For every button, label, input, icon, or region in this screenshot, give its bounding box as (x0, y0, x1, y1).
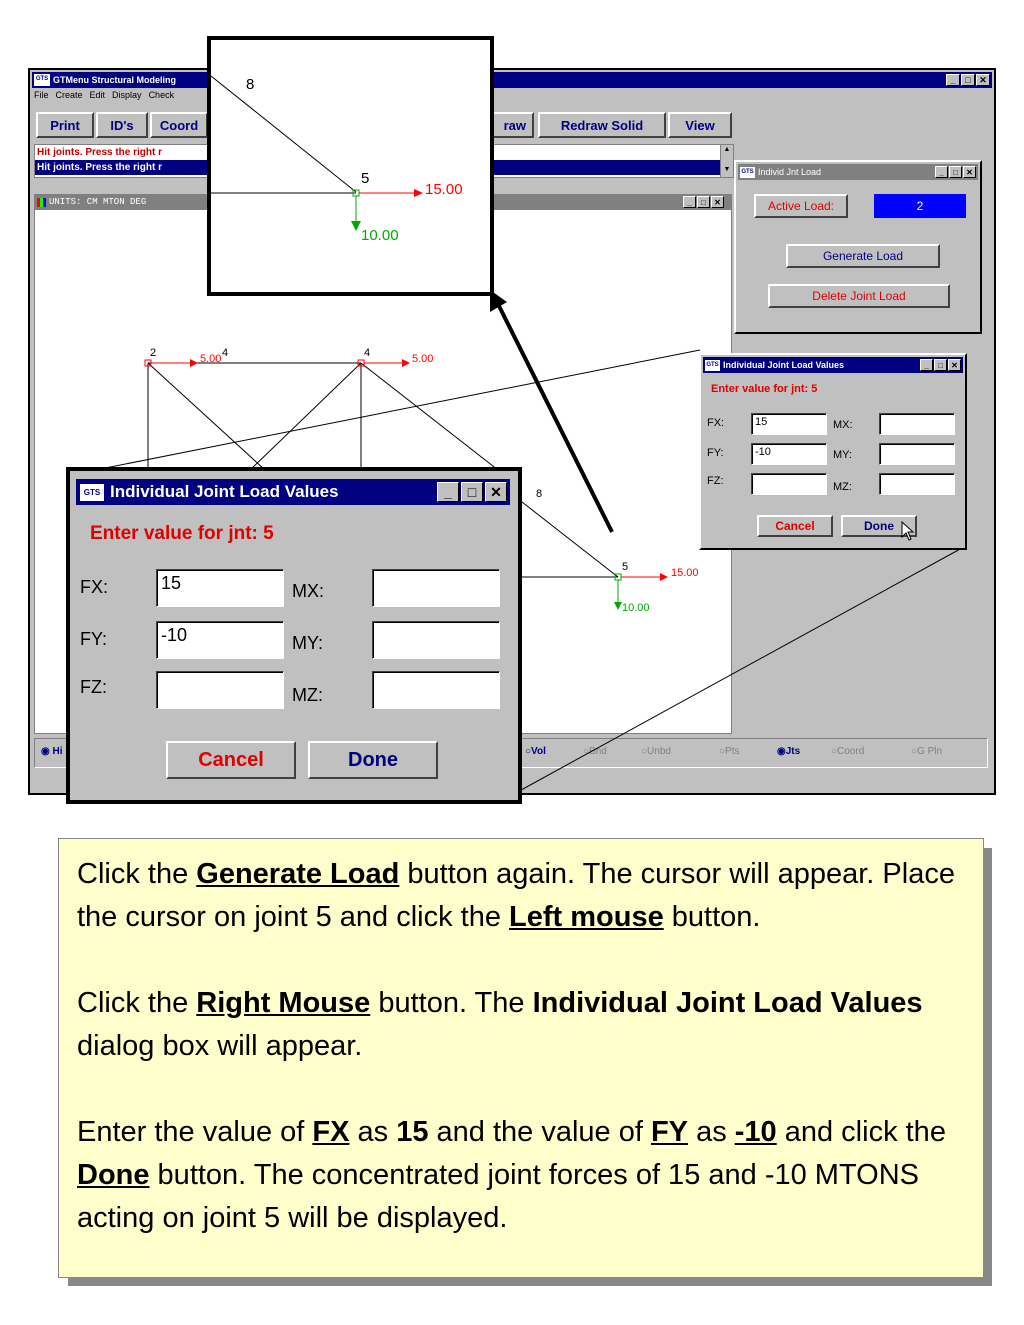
big-minimize-icon[interactable]: _ (437, 482, 459, 502)
joint-2-label: 2 (150, 347, 157, 359)
print-button[interactable]: Print (36, 112, 94, 138)
individ-gts-icon: GTS (740, 167, 755, 178)
drawing-maximize-icon[interactable]: □ (697, 196, 710, 208)
zoom-label-fx: 15.00 (425, 181, 463, 198)
note-paragraph-2: Click the Right Mouse button. The Individual Joint Load Values dialog box will appear. (77, 987, 923, 1062)
radio-bnd[interactable]: ○Bnd (583, 746, 607, 757)
callout-line-top (70, 350, 700, 475)
radio-coord[interactable]: ○Coord (831, 746, 865, 757)
menu-edit[interactable]: Edit (89, 90, 106, 100)
small-fy-label: FY: (707, 447, 724, 459)
message-line-2: Hit joints. Press the right r (35, 160, 721, 175)
small-gts-icon: GTS (705, 360, 720, 371)
individ-maximize-icon[interactable]: □ (949, 166, 962, 178)
small-fx-input[interactable]: 15 (751, 413, 827, 435)
zoom-drawing (211, 40, 490, 292)
menu-check[interactable]: Check (148, 90, 175, 100)
scroll-up-icon[interactable]: ▲ (723, 146, 731, 153)
big-fx-input[interactable]: 15 (156, 569, 284, 607)
joint-4a-label: 4 (222, 347, 229, 359)
big-my-input[interactable] (372, 621, 500, 659)
big-gts-icon: GTS (80, 484, 104, 501)
big-cancel-button[interactable]: Cancel (166, 741, 296, 779)
big-mx-label: MX: (292, 581, 325, 601)
small-prompt: Enter value for jnt: 5 (711, 383, 818, 395)
zoom-label-fy: 10.00 (361, 227, 399, 244)
view-button[interactable]: View (668, 112, 732, 138)
small-joint-load-dialog (699, 353, 967, 550)
active-load-value[interactable]: 2 (874, 194, 966, 218)
small-mx-input[interactable] (879, 413, 955, 435)
member-brace-2 (250, 363, 361, 470)
radio-vol[interactable]: ○Vol (525, 746, 546, 757)
small-mz-label: MZ: (833, 481, 852, 493)
big-fz-input[interactable] (156, 671, 284, 709)
ids-button[interactable]: ID's (96, 112, 148, 138)
big-fy-input[interactable]: -10 (156, 621, 284, 659)
redraw-solid-button[interactable]: Redraw Solid (538, 112, 666, 138)
load-arrowhead-j2 (190, 359, 198, 367)
menu-display[interactable]: Display (112, 90, 142, 100)
radio-gpln[interactable]: ○G Pln (911, 746, 943, 757)
big-my-label: MY: (292, 633, 324, 653)
big-prompt: Enter value for jnt: 5 (90, 523, 274, 544)
load-arrowhead-j5-fx (660, 573, 668, 581)
load-label-j5-fx: 15.00 (671, 567, 699, 579)
member-brace-3 (361, 363, 498, 470)
big-mz-input[interactable] (372, 671, 500, 709)
instruction-note (58, 838, 984, 1278)
load-label-j4: 5.00 (412, 353, 434, 365)
individ-jnt-load-dialog (734, 160, 982, 334)
individ-minimize-icon[interactable]: _ (935, 166, 948, 178)
small-cancel-button[interactable]: Cancel (757, 515, 833, 537)
small-fz-label: FZ: (707, 475, 724, 487)
app-title: GTMenu Structural Modeling (53, 75, 176, 85)
note-paragraph-1: Click the Generate Load button again. The cursor will appear. Place the cursor on joint 5 and click the Left mouse button. (77, 858, 955, 933)
drawing-minimize-icon[interactable]: _ (683, 196, 696, 208)
individ-close-icon[interactable]: ✕ (963, 166, 976, 178)
big-dialog-title: Individual Joint Load Values (110, 482, 339, 501)
radio-hi[interactable]: ◉ Hi (41, 746, 63, 757)
redraw-button[interactable]: raw (492, 112, 534, 138)
radio-pts[interactable]: ○Pts (719, 746, 740, 757)
small-my-input[interactable] (879, 443, 955, 465)
scroll-down-icon[interactable]: ▼ (723, 166, 731, 173)
big-close-icon[interactable]: ✕ (485, 482, 507, 502)
joint-8-label: 8 (536, 488, 543, 500)
small-fx-label: FX: (707, 417, 725, 429)
zoom-inset (207, 36, 494, 296)
maximize-icon[interactable]: □ (961, 74, 975, 86)
zoom-label-5: 5 (361, 170, 370, 187)
small-dialog-titlebar[interactable] (703, 357, 963, 373)
individ-title: Individ Jnt Load (758, 167, 822, 177)
gts-icon: GTS (34, 74, 50, 86)
big-dialog-titlebar[interactable] (76, 479, 510, 505)
load-label-j2: 5.00 (200, 353, 222, 365)
delete-joint-load-button[interactable]: Delete Joint Load (768, 284, 950, 308)
big-mz-label: MZ: (292, 685, 323, 705)
small-fz-input[interactable] (751, 473, 827, 495)
big-maximize-icon[interactable]: □ (461, 482, 483, 502)
message-line-1: Hit joints. Press the right r (37, 147, 163, 158)
menu-create[interactable]: Create (55, 90, 83, 100)
callout-line-bottom (512, 548, 962, 795)
minimize-icon[interactable]: _ (946, 74, 960, 86)
small-mz-input[interactable] (879, 473, 955, 495)
menu-file[interactable]: File (34, 90, 49, 100)
active-load-label: Active Load: (754, 194, 848, 218)
drawing-close-icon[interactable]: ✕ (711, 196, 724, 208)
small-fy-input[interactable]: -10 (751, 443, 827, 465)
small-dialog-title: Individual Joint Load Values (723, 360, 845, 370)
mouse-cursor-icon (901, 521, 915, 541)
small-done-button[interactable]: Done (841, 515, 917, 537)
joint-5-label: 5 (622, 561, 629, 573)
big-joint-load-dialog (66, 467, 522, 804)
generate-load-button[interactable]: Generate Load (786, 244, 940, 268)
close-icon[interactable]: ✕ (976, 74, 990, 86)
individ-titlebar[interactable] (738, 164, 978, 180)
coord-button[interactable]: Coord (150, 112, 208, 138)
load-label-j5-fy: 10.00 (622, 602, 650, 614)
zoom-fy-arrowhead (351, 221, 361, 231)
load-arrowhead-j4 (402, 359, 410, 367)
small-maximize-icon[interactable]: □ (934, 359, 947, 371)
units-title: UNITS: CM MTON DEG (49, 197, 147, 207)
big-fy-label: FY: (80, 629, 108, 649)
big-fx-label: FX: (80, 577, 109, 597)
zoom-label-8: 8 (246, 76, 255, 93)
radio-jts[interactable]: ◉Jts (777, 746, 801, 757)
zoom-member-8-5 (211, 76, 356, 192)
small-close-icon[interactable]: ✕ (948, 359, 961, 371)
load-arrowhead-j5-fy (614, 602, 622, 610)
note-paragraph-3: Enter the value of FX as 15 and the value of FY as -10 and click the Done button. The concentrated joint forces of 15 and -10 MTONS acting on joint 5 will be displayed. (77, 1116, 946, 1234)
member-brace-1 (148, 363, 265, 470)
small-mx-label: MX: (833, 419, 853, 431)
radio-unbd[interactable]: ○Unbd (641, 746, 671, 757)
small-my-label: MY: (833, 449, 852, 461)
joint-4b-label: 4 (364, 347, 371, 359)
big-done-button[interactable]: Done (308, 741, 438, 779)
small-minimize-icon[interactable]: _ (920, 359, 933, 371)
big-mx-input[interactable] (372, 569, 500, 607)
zoom-fx-arrowhead (414, 189, 423, 197)
big-fz-label: FZ: (80, 677, 107, 697)
